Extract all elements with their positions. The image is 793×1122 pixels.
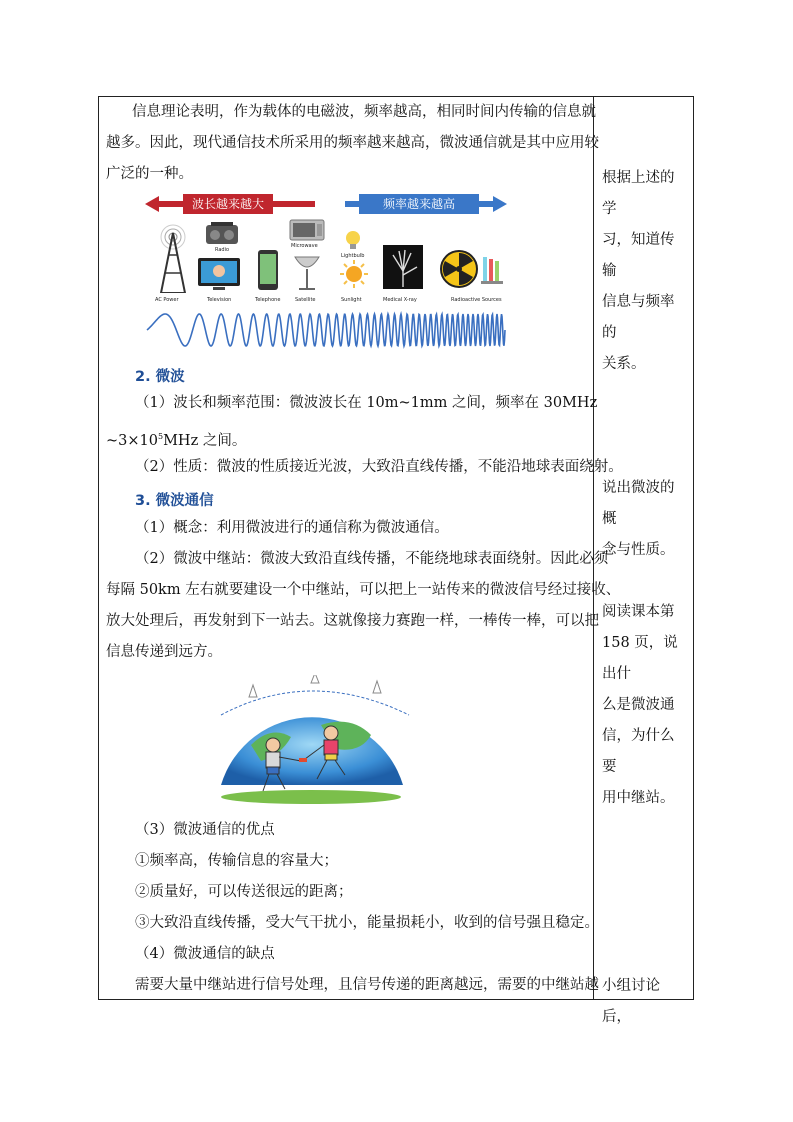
side-note-1: 根据上述的学 习，知道传输 信息与频率的 关系。 (602, 170, 675, 372)
intro-line-1: 信息理论表明，作为载体的电磁波，频率越高，相同时间内传输的信息就 (132, 104, 596, 120)
label-medical-xray: Medical X-ray (383, 297, 417, 303)
label-ac-power: AC Power (155, 297, 179, 303)
concept-line: （1）概念：利用微波进行的通信称为微波通信。 (135, 520, 449, 536)
side-note-3: 阅读课本第 158 页，说出什 么是微波通 信，为什么要 用中继站。 (602, 604, 678, 806)
section2-line-1: （1）波长和频率范围：微波波长在 10m~1mm 之间，频率在 30MHz (135, 395, 598, 411)
section3-heading: 3. 微波通信 (135, 493, 214, 509)
label-telephone: Telephone (255, 297, 281, 303)
advantages-title: （3）微波通信的优点 (135, 822, 275, 838)
label-lightbulb: Lightbulb (341, 253, 365, 259)
section2-line-3: （2）性质：微波的性质接近光波，大致沿直线传播，不能沿地球表面绕射。 (135, 459, 623, 475)
relay-line-3: 放大处理后，再发射到下一站去。这就像接力赛跑一样，一棒传一棒，可以把 (106, 613, 599, 629)
power-tower-icon (153, 223, 193, 293)
relay-line-1: （2）微波中继站：微波大致沿直线传播，不能绕地球表面绕射。因此必须 (135, 551, 609, 567)
lesson-table (98, 96, 694, 1025)
disadvantage-line: 需要大量中继站进行信号处理，且信号传递的距离越远，需要的中继站越 (135, 977, 599, 993)
intro-line-2: 越多。因此，现代通信技术所采用的频率越来越高，微波通信就是其中应用较 (106, 135, 599, 151)
disadvantages-title: （4）微波通信的缺点 (135, 946, 275, 962)
label-microwave: Microwave (291, 243, 318, 249)
sun-icon (339, 259, 369, 289)
relay-line-2: 每隔 50km 左右就要建设一个中继站，可以把上一站传来的微波信号经过接收、 (106, 582, 621, 598)
notes-column (594, 97, 694, 1025)
lightbulb-icon (343, 229, 363, 251)
wave-graphic (145, 309, 507, 351)
satellite-dish-icon (291, 251, 323, 291)
side-note-2: 说出微波的概 念与性质。 (602, 480, 675, 558)
label-television: Television (207, 297, 232, 303)
radioactive-icon (439, 247, 505, 291)
frequency-label: 频率越来越高 (359, 194, 479, 214)
label-radio: Radio (215, 247, 230, 253)
label-radioactive: Radioactive Sources (451, 297, 502, 303)
section2-line-2: $\sim 3\times 10^5MHz$ 之间。 (106, 432, 247, 449)
section2-heading: 2. 微波 (135, 369, 185, 385)
television-icon (197, 257, 241, 291)
advantage-3: ③大致沿直线传播，受大气干扰小，能量损耗小，收到的信号强且稳定。 (135, 915, 599, 931)
advantage-1: ①频率高，传输信息的容量大； (135, 853, 338, 869)
telephone-icon (257, 249, 279, 291)
spectrum-figure (145, 193, 507, 353)
label-sunlight: Sunlight (341, 297, 362, 303)
label-satellite: Satellite (295, 297, 316, 303)
microwave-icon (289, 219, 325, 241)
xray-icon (383, 245, 423, 289)
relay-line-4: 信息传递到远方。 (106, 644, 222, 660)
side-note-4: 小组讨论后， (602, 978, 660, 1025)
content-column (99, 97, 623, 999)
spectrum-icons (145, 219, 507, 307)
radio-icon (205, 221, 239, 245)
intro-line-3: 广泛的一种。 (106, 166, 193, 182)
wavelength-label: 波长越来越大 (183, 194, 273, 214)
relay-race-figure (211, 675, 411, 805)
advantage-2: ②质量好，可以传送很远的距离； (135, 884, 353, 900)
